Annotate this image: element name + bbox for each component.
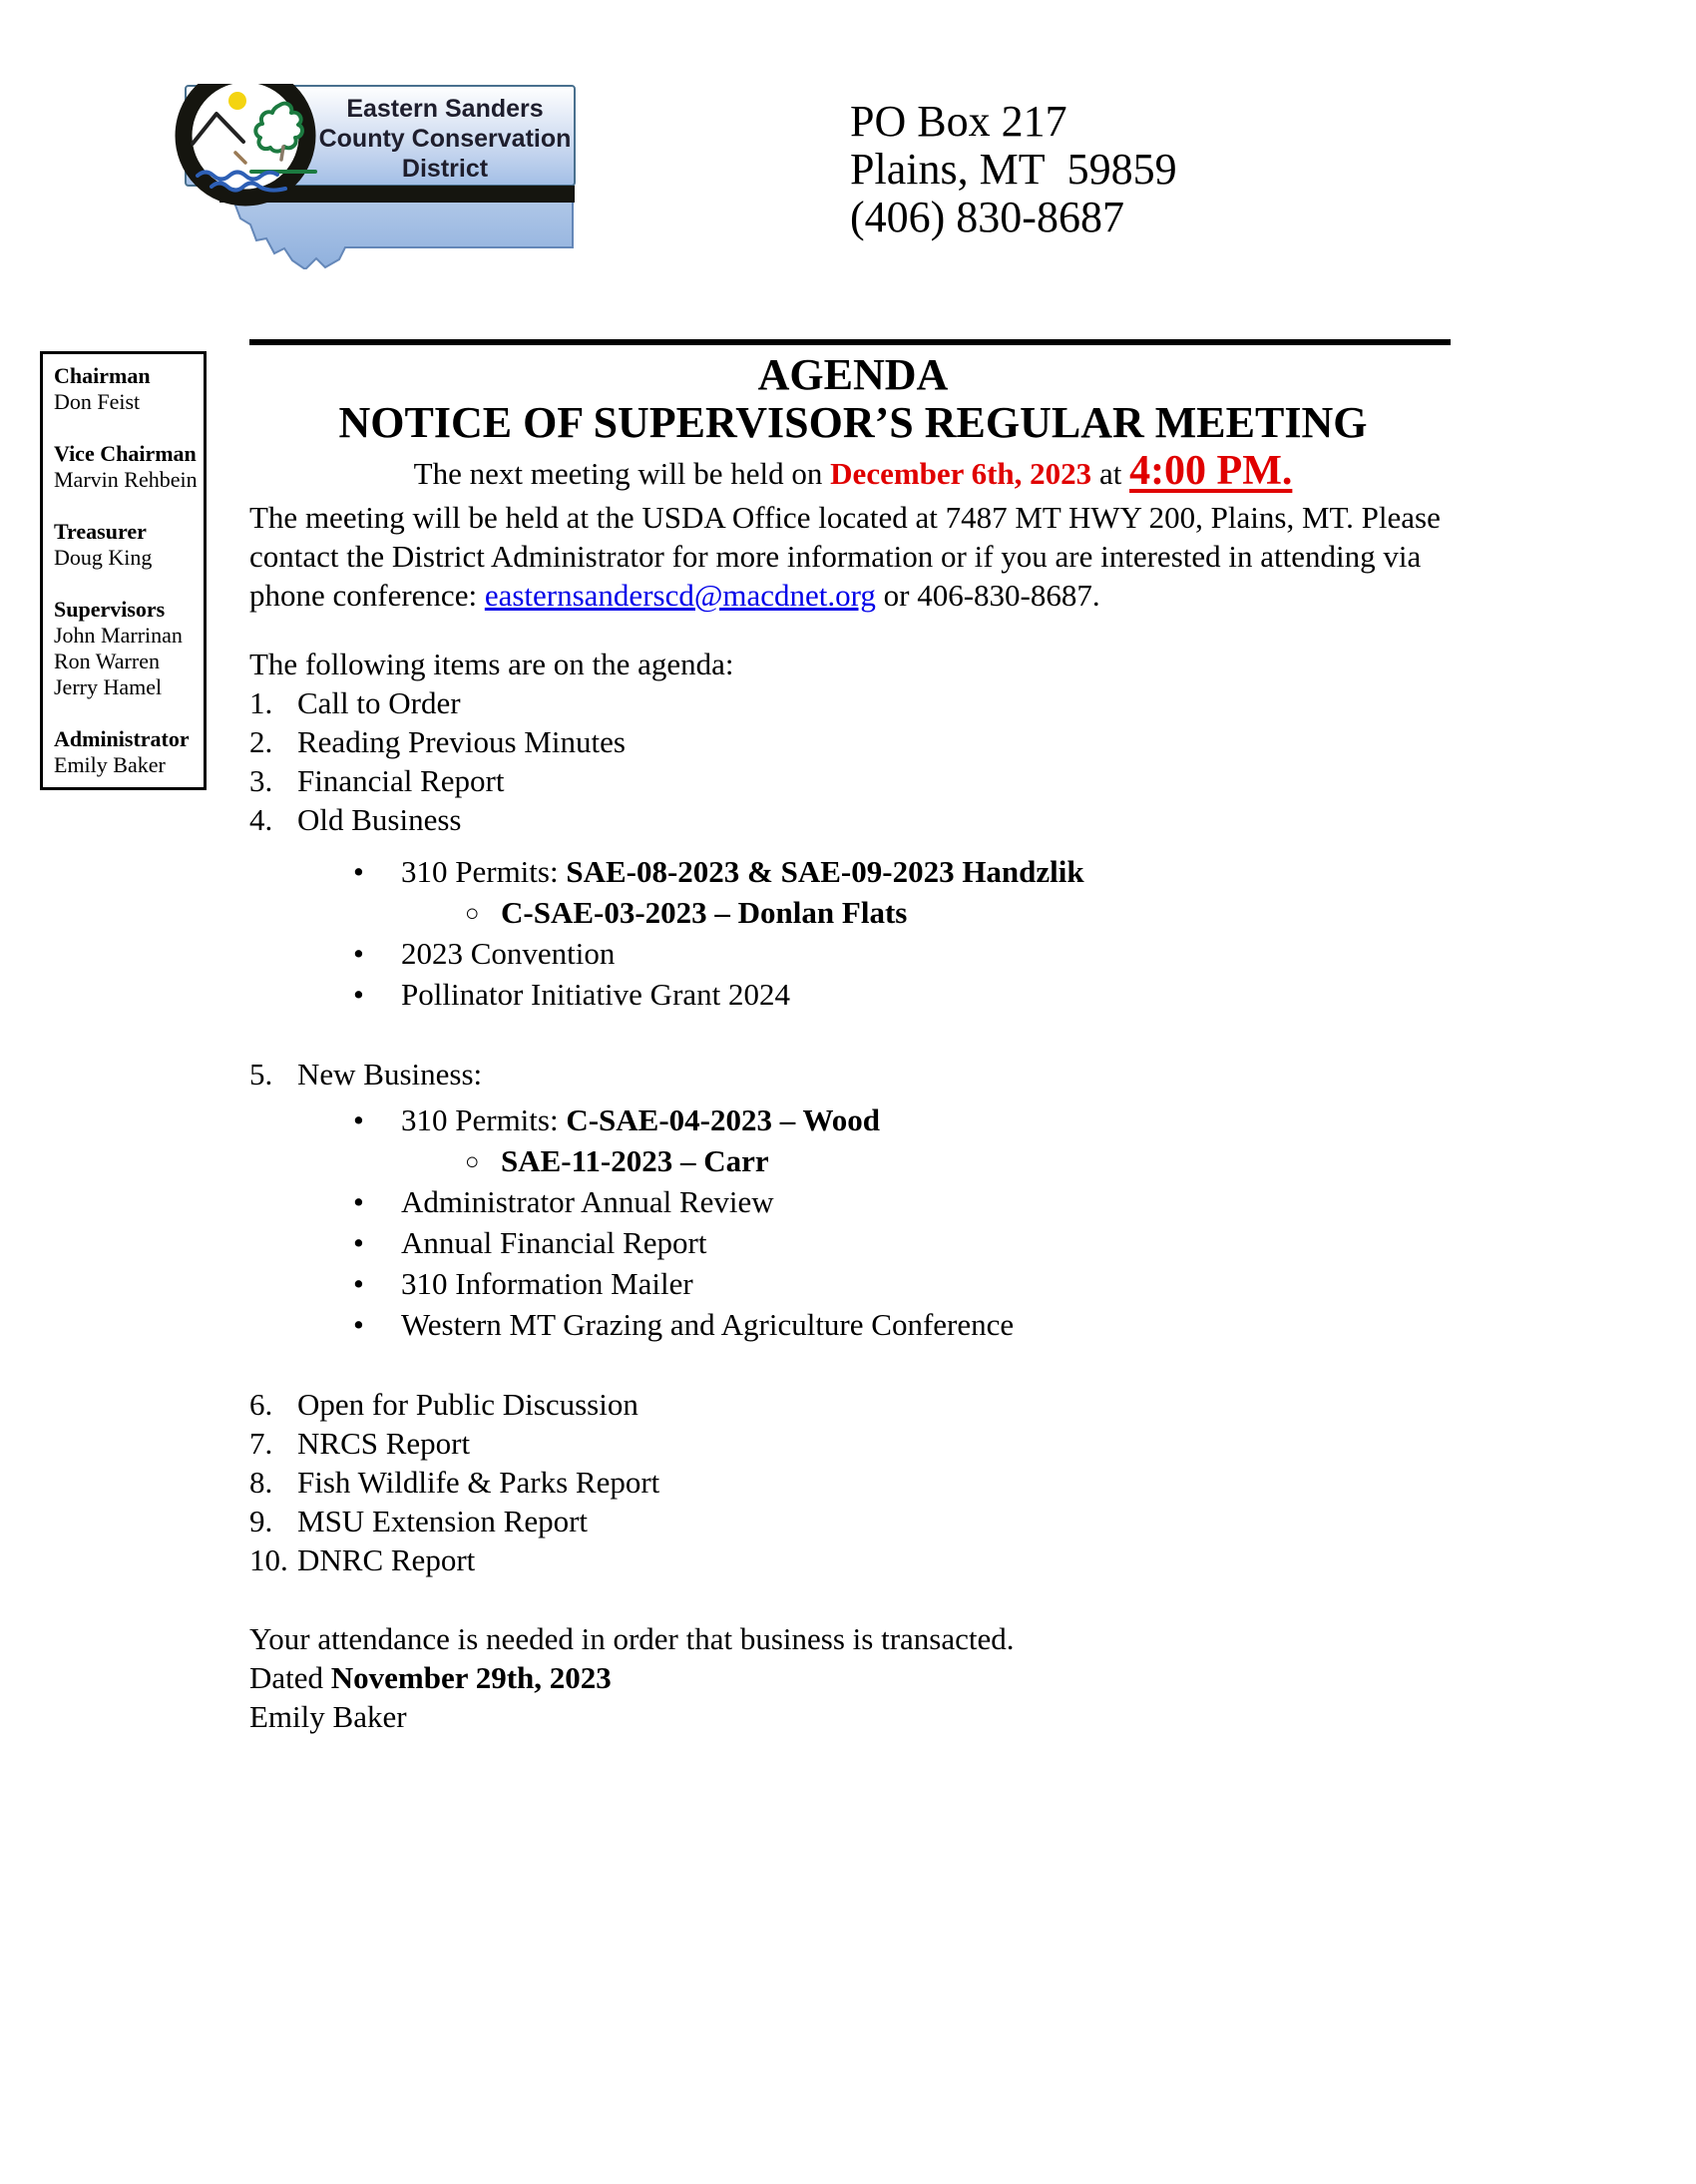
meeting-at-text: at	[1091, 456, 1130, 491]
officer-name: Jerry Hamel	[54, 674, 163, 699]
district-logo	[168, 84, 577, 269]
list-number: 4.	[249, 802, 273, 837]
agenda-text: Old Business	[297, 802, 462, 837]
agenda-line	[249, 1304, 1457, 1345]
list-number: 8.	[249, 1465, 273, 1500]
agenda-gap	[249, 1579, 1457, 1619]
district-name-line2: County Conservation	[318, 125, 572, 153]
officer-group	[54, 519, 200, 571]
agenda-text: Open for Public Discussion	[297, 1387, 638, 1422]
address-phone: (406) 830-8687	[850, 193, 1124, 241]
agenda-line	[249, 1385, 1457, 1424]
agenda-line	[249, 1463, 1457, 1502]
sun-icon	[228, 92, 246, 110]
agenda-text: Annual Financial Report	[401, 1225, 707, 1260]
officers-box	[40, 351, 207, 790]
agenda-text: Fish Wildlife & Parks Report	[297, 1465, 660, 1500]
officer-title: Supervisors	[54, 597, 166, 622]
meeting-intro-text: The next meeting will be held on	[413, 456, 831, 491]
district-name-line1: Eastern Sanders	[346, 95, 544, 123]
agenda-text: DNRC Report	[297, 1542, 476, 1577]
agenda-line	[249, 1424, 1457, 1463]
agenda-text-bold: C-SAE-04-2023 – Wood	[566, 1102, 880, 1137]
circle-marker: ○	[465, 1149, 480, 1175]
officer-group	[54, 363, 200, 415]
agenda-text-bold: SAE-11-2023 – Carr	[501, 1143, 769, 1178]
agenda-line	[249, 1140, 1457, 1181]
agenda-text: Call to Order	[297, 685, 461, 720]
officer-name: Doug King	[54, 545, 153, 570]
meeting-date: December 6th, 2023	[830, 456, 1092, 491]
agenda-text: Reading Previous Minutes	[297, 724, 626, 759]
list-number: 9.	[249, 1504, 273, 1538]
agenda-text: Administrator Annual Review	[401, 1184, 774, 1219]
agenda-line	[249, 974, 1457, 1015]
agenda-text-bold: SAE-08-2023 & SAE-09-2023 Handzlik	[566, 854, 1084, 889]
agenda-line	[249, 1502, 1457, 1540]
agenda-gap	[249, 1015, 1457, 1055]
agenda-line	[249, 800, 1457, 839]
officer-title: Chairman	[54, 363, 151, 388]
district-name-line3: District	[401, 155, 489, 183]
agenda-text: Pollinator Initiative Grant 2024	[401, 977, 791, 1012]
agenda-text: Dated	[249, 1660, 331, 1695]
list-number: 1.	[249, 685, 273, 720]
officer-group	[54, 726, 200, 778]
agenda-text: Financial Report	[297, 763, 505, 798]
agenda-line	[249, 1658, 1457, 1697]
agenda-line	[249, 1619, 1457, 1658]
list-number: 6.	[249, 1387, 273, 1422]
agenda-line	[249, 761, 1457, 800]
officer-name: Ron Warren	[54, 649, 160, 673]
officer-name: Don Feist	[54, 389, 141, 414]
circle-marker: ○	[465, 901, 480, 927]
agenda-line	[249, 1263, 1457, 1304]
agenda-line	[249, 892, 1457, 933]
header-rule	[249, 339, 1451, 345]
agenda-line	[249, 1055, 1457, 1093]
agenda-text: 2023 Convention	[401, 936, 616, 971]
agenda-line	[249, 683, 1457, 722]
list-number: 5.	[249, 1057, 273, 1092]
district-address	[850, 98, 1177, 241]
agenda-line	[249, 1099, 1457, 1140]
meeting-date-line	[249, 447, 1457, 498]
location-text: The meeting will be held at the USDA Office located at 7487 MT HWY 200, Plains, MT. Please contact the District Administrator for more information or if you are interested in attending via phone conference:	[249, 500, 1441, 613]
agenda-text: Emily Baker	[249, 1699, 407, 1734]
agenda-text: 310 Permits:	[401, 1102, 567, 1137]
agenda-text: 310 Permits:	[401, 854, 567, 889]
email-link[interactable]: easternsanderscd@macdnet.org	[484, 578, 876, 613]
agenda-text: Western MT Grazing and Agriculture Conference	[401, 1307, 1015, 1342]
address-city: Plains, MT 59859	[850, 145, 1177, 194]
agenda-text: 310 Information Mailer	[401, 1266, 693, 1301]
agenda-text: MSU Extension Report	[297, 1504, 589, 1538]
agenda-line	[249, 722, 1457, 761]
agenda-list	[249, 645, 1457, 1736]
agenda-line	[249, 933, 1457, 974]
bullet-marker: •	[353, 1266, 364, 1301]
list-number: 2.	[249, 724, 273, 759]
list-number: 3.	[249, 763, 273, 798]
agenda-line	[249, 645, 1457, 683]
officer-title: Treasurer	[54, 519, 147, 544]
notice-content	[249, 351, 1457, 1736]
officer-group	[54, 441, 200, 493]
list-number: 7.	[249, 1426, 273, 1461]
agenda-text-bold: November 29th, 2023	[330, 1660, 612, 1695]
bullet-marker: •	[353, 977, 364, 1012]
agenda-text-bold: C-SAE-03-2023 – Donlan Flats	[501, 895, 908, 930]
bullet-marker: •	[353, 936, 364, 971]
tree-trunk	[281, 147, 283, 160]
notice-title: NOTICE OF SUPERVISOR’S REGULAR MEETING	[338, 398, 1368, 447]
officer-title: Administrator	[54, 726, 190, 751]
address-po-box: PO Box 217	[850, 97, 1067, 146]
agenda-line	[249, 1540, 1457, 1579]
officer-name: John Marrinan	[54, 623, 183, 648]
agenda-text: NRCS Report	[297, 1426, 471, 1461]
meeting-location-paragraph	[249, 498, 1457, 615]
agenda-line	[249, 851, 1457, 892]
agenda-line	[249, 1697, 1457, 1736]
bullet-marker: •	[353, 1184, 364, 1219]
bullet-marker: •	[353, 1307, 364, 1342]
meeting-time: 4:00 PM.	[1129, 448, 1293, 494]
agenda-text: The following items are on the agenda:	[249, 647, 734, 681]
agenda-line	[249, 1222, 1457, 1263]
district-name	[315, 94, 575, 184]
phone-text: or 406-830-8687.	[875, 578, 1100, 613]
agenda-line	[249, 1181, 1457, 1222]
officer-title: Vice Chairman	[54, 441, 197, 466]
bullet-marker: •	[353, 854, 364, 889]
officer-name: Emily Baker	[54, 752, 166, 777]
agenda-text: New Business:	[297, 1057, 483, 1092]
agenda-title: AGENDA	[757, 350, 949, 399]
bullet-marker: •	[353, 1102, 364, 1137]
agenda-gap	[249, 1345, 1457, 1385]
agenda-text: Your attendance is needed in order that business is transacted.	[249, 1621, 1015, 1656]
officer-group	[54, 597, 200, 700]
bullet-marker: •	[353, 1225, 364, 1260]
list-number: 10.	[249, 1542, 288, 1577]
officer-name: Marvin Rehbein	[54, 467, 198, 492]
